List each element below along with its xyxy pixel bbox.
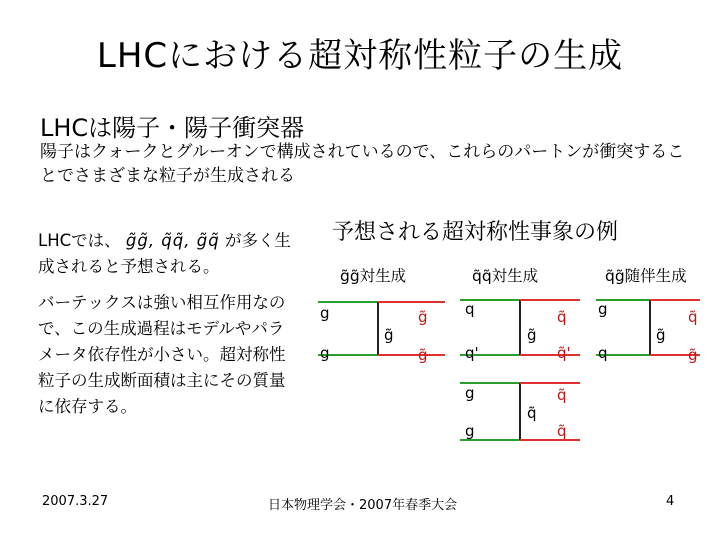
lhc-prefix: LHCでは、 — [38, 231, 121, 250]
slide-title: LHCにおける超対称性粒子の生成 — [96, 36, 624, 76]
label-out1: q̃ — [557, 308, 567, 326]
diagram-associated — [596, 300, 700, 364]
diagram-squark-pair-lower — [460, 383, 580, 440]
label-in3: g — [465, 384, 475, 402]
label-in2: g — [320, 344, 330, 362]
process-title-associated: q̃g̃随伴生成 — [605, 267, 687, 285]
label-out2: g̃ — [418, 346, 428, 364]
label-mid: g̃ — [656, 326, 666, 344]
label-in1: g — [320, 304, 330, 322]
description-text: 陽子はクォークとグルーオンで構成されているので、これらのパートンが衝突することでさまざまな粒子が生成される — [40, 142, 685, 186]
lhc-suffix: が多く生成されると予想される。 — [38, 231, 291, 276]
lhc-process-list: g̃g̃, q̃q̃, g̃q̃ — [125, 231, 220, 250]
process-title-gluino-pair: g̃g̃対生成 — [340, 267, 407, 285]
label-out1: g̃ — [418, 308, 428, 326]
label-mid1: g̃ — [527, 326, 537, 344]
label-mid2: q̃ — [527, 404, 537, 422]
footer-date: 2007.3.27 — [42, 494, 109, 509]
label-in1: g — [598, 300, 608, 318]
label-in2: q' — [465, 344, 479, 362]
label-out3: q̃ — [557, 386, 567, 404]
label-in4: g — [465, 422, 475, 440]
diagram-squark-pair-upper — [460, 300, 580, 362]
diagram-gluino-pair — [318, 302, 445, 364]
vertex-text: バーテックスは強い相互作用なので、この生成過程はモデルやパラメータ依存性が小さい。超対称性粒子の生成断面積は主にその質量に依存する。 — [38, 293, 286, 416]
label-out4: q̃ — [557, 422, 567, 440]
slide-subtitle: LHCは陽子・陽子衝突器 — [40, 114, 305, 142]
label-out1: q̃ — [688, 308, 698, 326]
process-title-squark-pair: q̃q̃対生成 — [472, 267, 539, 285]
label-out2: g̃ — [688, 346, 698, 364]
examples-heading: 予想される超対称性事象の例 — [332, 220, 619, 245]
footer-page-number: 4 — [666, 494, 675, 509]
label-mid: g̃ — [384, 326, 394, 344]
label-in2: q — [598, 344, 608, 362]
label-out2: q̃' — [557, 344, 571, 362]
label-in1: q — [465, 300, 475, 318]
footer-conference: 日本物理学会・2007年春季大会 — [268, 498, 458, 513]
